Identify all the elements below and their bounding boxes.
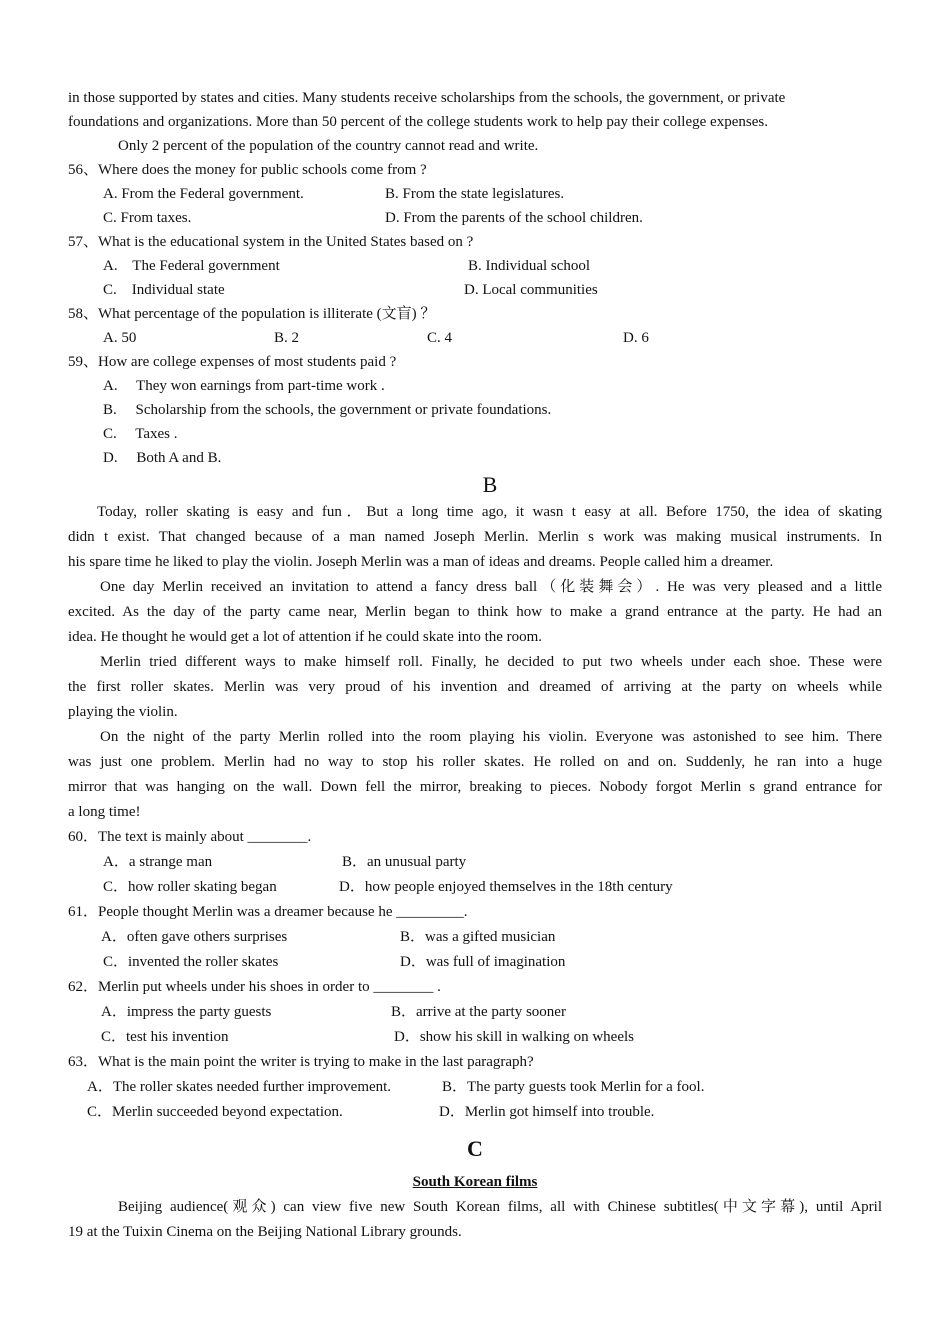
option-60-a[interactable]: A．a strange man bbox=[103, 854, 213, 870]
passage-line: 19 at the Tuixin Cinema on the Beijing National Library grounds. bbox=[68, 1224, 462, 1240]
question-59-option-row bbox=[68, 374, 882, 398]
option-59-c[interactable]: C. Taxes . bbox=[103, 426, 178, 442]
passage-a-line: foundations and organizations. More than 50 percent of the college students work to help pay their college expenses. bbox=[68, 114, 768, 130]
option-63-a[interactable]: A．The roller skates needed further improvement. bbox=[87, 1079, 392, 1095]
option-61-a[interactable]: A．often gave others surprises bbox=[101, 929, 288, 945]
option-57-a[interactable]: A. The Federal government bbox=[103, 258, 280, 274]
question-57-options-row1 bbox=[68, 254, 882, 278]
question-60-stem: 60．The text is mainly about ________. bbox=[68, 829, 312, 845]
question-61-options-row2 bbox=[68, 950, 882, 975]
option-58-a[interactable]: A. 50 bbox=[103, 330, 137, 346]
question-63-stem: 63．What is the main point the writer is trying to make in the last paragraph? bbox=[68, 1054, 534, 1070]
passage-a-line: in those supported by states and cities. Many students receive scholarships from the schools, the government, or private bbox=[68, 90, 786, 106]
question-56-options-row2 bbox=[68, 206, 882, 230]
question-60-options-row1 bbox=[68, 850, 882, 875]
passage-line: his spare time he liked to play the violin. Joseph Merlin was a man of ideas and dreams. People called him a dreamer. bbox=[68, 554, 774, 570]
passage-line: a long time! bbox=[68, 804, 141, 820]
section-b-heading: B bbox=[482, 472, 498, 497]
question-59-option-row bbox=[68, 398, 882, 422]
question-56-stem: 56、Where does the money for public schools come from ? bbox=[68, 162, 427, 178]
option-63-b[interactable]: B．The party guests took Merlin for a fool. bbox=[442, 1079, 705, 1095]
option-61-d[interactable]: D．was full of imagination bbox=[400, 954, 566, 970]
option-56-c[interactable]: C. From taxes. bbox=[103, 210, 192, 226]
option-56-b[interactable]: B. From the state legislatures. bbox=[385, 186, 565, 202]
question-62-options-row2 bbox=[68, 1025, 882, 1050]
passage-b-paragraph-2 bbox=[68, 575, 882, 650]
option-62-d[interactable]: D．show his skill in walking on wheels bbox=[394, 1029, 634, 1045]
passage-b-paragraph-4 bbox=[68, 725, 882, 825]
option-63-d[interactable]: D．Merlin got himself into trouble. bbox=[439, 1104, 655, 1120]
option-60-d[interactable]: D．how people enjoyed themselves in the 18th century bbox=[339, 879, 673, 895]
passage-line: playing the violin. bbox=[68, 704, 178, 720]
option-62-c[interactable]: C．test his invention bbox=[101, 1029, 229, 1045]
option-60-b[interactable]: B．an unusual party bbox=[342, 854, 467, 870]
option-57-c[interactable]: C. Individual state bbox=[103, 282, 225, 298]
option-62-b[interactable]: B．arrive at the party sooner bbox=[391, 1004, 566, 1020]
option-58-c[interactable]: C. 4 bbox=[427, 330, 453, 346]
option-59-d[interactable]: D. Both A and B. bbox=[103, 450, 222, 466]
question-58-stem: 58、What percentage of the population is illiterate (文盲) ？ bbox=[68, 306, 436, 322]
passage-line: excited. As the day of the party came near, Merlin began to think how to make a grand entrance at the party. He had an bbox=[68, 604, 882, 620]
option-57-d[interactable]: D. Local communities bbox=[464, 282, 598, 298]
question-56-options-row1 bbox=[68, 182, 882, 206]
option-58-b[interactable]: B. 2 bbox=[274, 330, 300, 346]
question-61-options-row1 bbox=[68, 925, 882, 950]
section-c-heading: C bbox=[467, 1136, 483, 1161]
passage-line: was just one problem. Merlin had no way to stop his roller skates. He rolled on and on. Suddenly, he ran into a huge bbox=[68, 754, 882, 770]
passage-line: Merlin tried different ways to make himself roll. Finally, he decided to put two wheels under each shoe. These were bbox=[100, 654, 882, 670]
passage-line: Beijing audience(观众) can view five new South Korean films, all with Chinese subtitles(中文字幕), until April bbox=[118, 1199, 882, 1215]
option-61-c[interactable]: C．invented the roller skates bbox=[103, 954, 279, 970]
option-61-b[interactable]: B．was a gifted musician bbox=[400, 929, 556, 945]
passage-line: idea. He thought he would get a lot of attention if he could skate into the room. bbox=[68, 629, 543, 645]
option-58-d[interactable]: D. 6 bbox=[623, 330, 649, 346]
question-59-stem: 59、How are college expenses of most students paid ? bbox=[68, 354, 397, 370]
passage-c-title: South Korean films bbox=[412, 1174, 538, 1190]
question-62-options-row1 bbox=[68, 1000, 882, 1025]
option-56-a[interactable]: A. From the Federal government. bbox=[103, 186, 304, 202]
page bbox=[68, 86, 882, 1245]
option-56-d[interactable]: D. From the parents of the school children. bbox=[385, 210, 643, 226]
option-60-c[interactable]: C．how roller skating began bbox=[103, 879, 277, 895]
passage-line: didn t exist. That changed because of a man named Joseph Merlin. Merlin s work was making musical instruments. In bbox=[68, 529, 882, 545]
question-57-stem: 57、What is the educational system in the United States based on ? bbox=[68, 234, 474, 250]
passage-line: On the night of the party Merlin rolled into the room playing his violin. Everyone was astonished to see him. There bbox=[100, 729, 882, 745]
question-60-options-row2 bbox=[68, 875, 882, 900]
passage-a-line: Only 2 percent of the population of the country cannot read and write. bbox=[118, 138, 539, 154]
passage-c-paragraph-1 bbox=[68, 1195, 882, 1245]
option-59-a[interactable]: A. They won earnings from part-time work . bbox=[103, 378, 385, 394]
passage-line: the first roller skates. Merlin was very proud of his invention and dreamed of arriving at the party on wheels while bbox=[68, 679, 882, 695]
option-63-c[interactable]: C．Merlin succeeded beyond expectation. bbox=[87, 1104, 343, 1120]
passage-line: One day Merlin received an invitation to attend a fancy dress ball（化装舞会）. He was very pleased and a little bbox=[100, 579, 882, 595]
question-63-options-row2 bbox=[68, 1100, 882, 1125]
question-58-options bbox=[68, 326, 882, 350]
question-59-option-row bbox=[68, 446, 882, 470]
passage-line: mirror that was hanging on the wall. Down fell the mirror, breaking to pieces. Nobody forgot Merlin s grand entrance for bbox=[68, 779, 882, 795]
passage-line: Today, roller skating is easy and fun．But a long time ago, it wasn t easy at all. Before 1750, the idea of skating bbox=[97, 504, 882, 520]
option-59-b[interactable]: B. Scholarship from the schools, the government or private foundations. bbox=[103, 402, 552, 418]
option-57-b[interactable]: B. Individual school bbox=[468, 258, 591, 274]
passage-b-paragraph-1 bbox=[68, 500, 882, 575]
question-61-stem: 61．People thought Merlin was a dreamer because he _________. bbox=[68, 904, 468, 920]
passage-b-paragraph-3 bbox=[68, 650, 882, 725]
question-62-stem: 62．Merlin put wheels under his shoes in order to ________ . bbox=[68, 979, 441, 995]
option-62-a[interactable]: A．impress the party guests bbox=[101, 1004, 272, 1020]
question-59-option-row bbox=[68, 422, 882, 446]
question-63-options-row1 bbox=[68, 1075, 882, 1100]
question-57-options-row2 bbox=[68, 278, 882, 302]
